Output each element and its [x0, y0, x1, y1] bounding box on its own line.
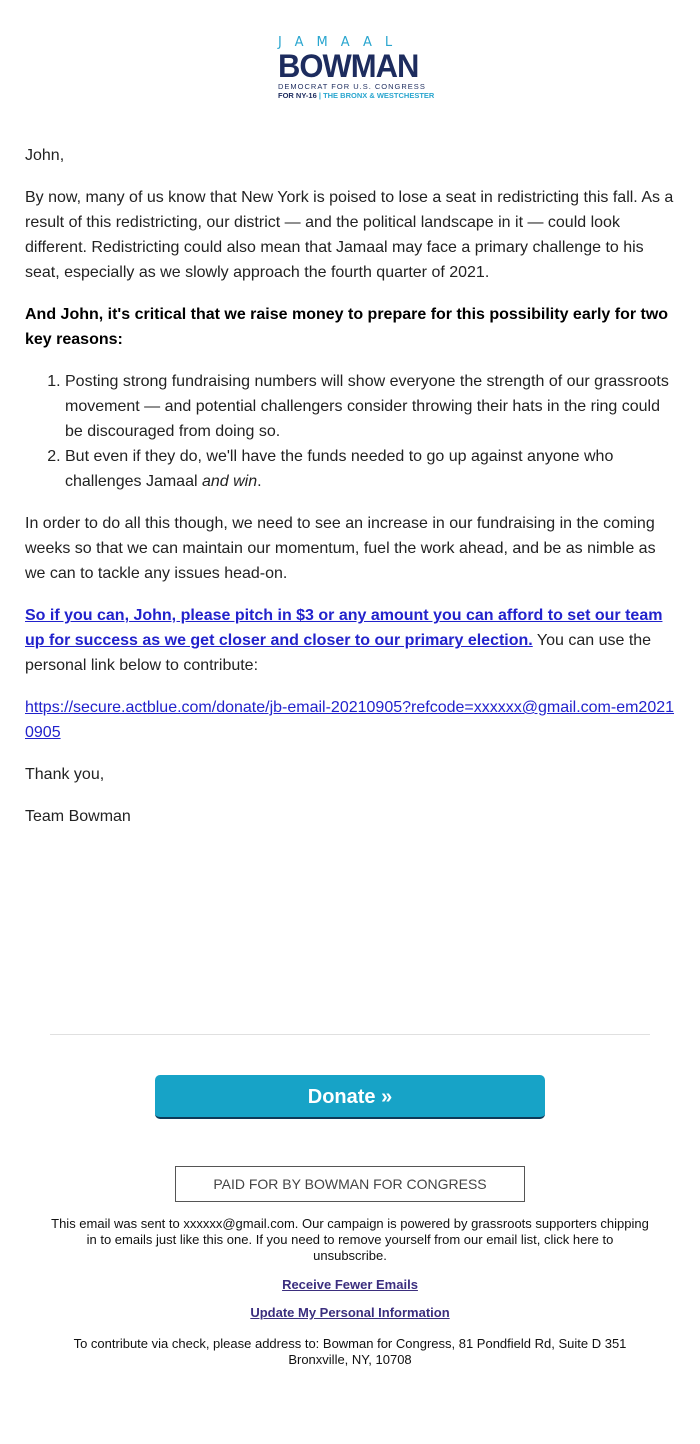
greeting: John,	[25, 147, 65, 164]
list-item	[65, 444, 680, 494]
url-paragraph	[25, 695, 680, 745]
intro-paragraph: By now, many of us know that New York is poised to lose a seat in redistricting this fall. As a result of this redistricting, our district — and the political landscape in it — could look different. Redistricting could also mean that Jamaal may face a primary challenge to his seat, especially as we slowly approach the fourth quarter of 2021.	[25, 189, 674, 281]
logo-first-name: JAMAAL	[278, 35, 406, 50]
fundraising-paragraph: In order to do all this though, we need to see an increase in our fundraising in the coming weeks so that we can maintain our momentum, fuel the work ahead, and be as nimble as we can to tackle any issues head-on.	[25, 515, 656, 582]
footer-divider	[50, 1034, 650, 1035]
logo-last-name: BOWMAN	[278, 47, 419, 85]
logo-region: THE BRONX & WESTCHESTER	[323, 91, 435, 100]
update-info-row	[50, 1305, 650, 1321]
cta-paragraph	[25, 603, 680, 678]
logo-separator: |	[318, 91, 321, 100]
paid-for-disclaimer: PAID FOR BY BOWMAN FOR CONGRESS	[175, 1166, 525, 1202]
campaign-logo	[278, 35, 435, 104]
donate-button[interactable]: Donate »	[155, 1075, 545, 1119]
reasons-list	[25, 369, 680, 494]
fewer-emails-row	[50, 1277, 650, 1293]
key-reasons-heading: And John, it's critical that we raise money to prepare for this possibility early for two key reasons:	[25, 306, 669, 348]
list-item: 1. Posting strong fundraising numbers will show everyone the strength of our grassroots movement — and potential challengers consider throwing their hats in the ring could be discouraged from doing so.	[65, 369, 680, 444]
check-address-notice: To contribute via check, please address to: Bowman for Congress, 81 Pondfield Rd, Suite D 351 Bronxville, NY, 10708	[73, 1336, 627, 1367]
cta-suffix: You can use the personal link below to contribute:	[25, 632, 652, 674]
update-personal-info-link[interactable]: Update My Personal Information	[250, 1305, 450, 1320]
signature: Team Bowman	[25, 808, 131, 825]
unsubscribe-notice[interactable]: This email was sent to xxxxxx@gmail.com. Our campaign is powered by grassroots supporters chipping in to emails just like this one. If you need to remove yourself from our email list, click here to unsubscribe.	[51, 1216, 649, 1263]
logo-district-line	[278, 91, 435, 101]
list-item-emphasis: and win	[201, 473, 258, 490]
list-item-suffix: .	[257, 473, 262, 490]
logo-district: FOR NY-16	[278, 91, 317, 100]
personal-donate-link[interactable]: https://secure.actblue.com/donate/jb-email-20210905?refcode=xxxxxx@gmail.com-em20210905	[25, 699, 675, 741]
list-item-text: But even if they do, we'll have the funds needed to go up against anyone who challenges Jamaal	[65, 448, 614, 490]
email-body	[25, 143, 680, 846]
cta-donate-link[interactable]: So if you can, John, please pitch in $3 or any amount you can afford to set our team up for success as we get closer and closer to our primary election.	[25, 607, 663, 649]
thanks-text: Thank you,	[25, 766, 105, 783]
logo-subtitle: DEMOCRAT FOR U.S. CONGRESS	[278, 82, 426, 91]
receive-fewer-emails-link[interactable]: Receive Fewer Emails	[282, 1277, 418, 1292]
